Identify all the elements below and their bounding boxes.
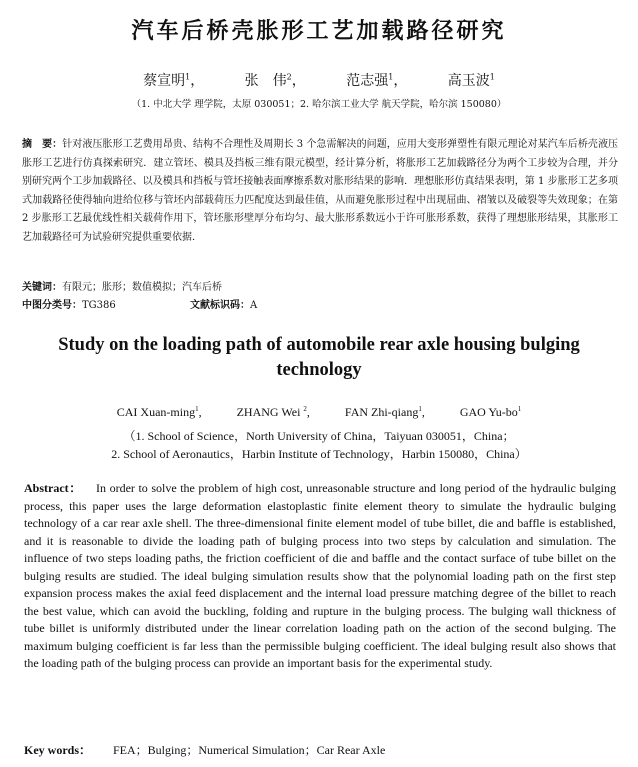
english-keywords-label: Key words： <box>24 743 91 757</box>
chinese-title: 汽车后桥壳胀形工艺加载路径研究 <box>131 19 507 44</box>
chinese-keywords <box>22 278 222 293</box>
author-4: 高玉波$^1$ <box>447 72 495 89</box>
document-code: 文献标识码：A <box>190 300 258 311</box>
english-authors <box>0 405 638 420</box>
author-1: 蔡宣明$^1$， <box>143 72 205 89</box>
en-author-4: GAO $Yu-bo^1$ <box>459 405 522 419</box>
chinese-affiliations: （1. 中北大学 理学院，太原 030051；2. 哈尔滨工业大学 航天学院，哈尔滨 150080） <box>131 99 507 110</box>
classification-number: 中图分类号：TG386 <box>22 300 116 311</box>
english-abstract-label: Abstract： <box>24 481 82 495</box>
chinese-abstract <box>22 136 618 247</box>
author-2: 张 伟$^2$， <box>244 72 306 89</box>
english-keywords <box>24 741 385 758</box>
chinese-keywords-text: 有限元；胀形；数值模拟；汽车后桥 <box>62 282 222 293</box>
english-abstract-text: In order to solve the problem of high cost, unreasonable structure and long period of the hydraulic bulging process, this paper uses the large deformation elastoplastic finite element theory to simulate the hydraulic bulging technology of a car rear axle shell. The three-dimensional finite element model of tube billet, die and baffle is established, and it is reasonable to divide the loading path of bulging process into two steps by calculation and simulation. The influence of two steps loading paths, the friction coefficient of die and baffle and the contact surface of tube billet on the bulging results are studied. The ideal bulging simulation results show that the polynomial loading path on the first step expansion process makes the axial feed displacement and the internal load pressure matching degree of the billet to reach the best value, which can avoid the buckling, folding and rupture in the bulging process. The bulging wall thickness of tube billet is uniformly distributed under the linear correlation loading path on the action of the second bulging. The maximum bulging coefficient is far less than the permissible bulging coefficient. The ideal bulging result also shows that the loading path of the bulging process can provide an important basis for the experimental study. <box>24 481 617 670</box>
english-keywords-text: FEA；Bulging；Numerical Simulation；Car Rear Axle <box>113 743 386 757</box>
english-abstract <box>24 480 616 673</box>
en-author-2: ZHANG Wei $^2$, <box>236 405 310 419</box>
chinese-authors <box>0 70 638 90</box>
author-3: 范志强$^1$， <box>346 72 408 89</box>
chinese-abstract-text: 针对液压胀形工艺费用昂贵、结构不合理性及周期长 3 个急需解决的问题，应用大变形弹塑性有限元理论对某汽车后桥壳液压胀形工艺进行仿真探索研究．建立管坯、模具及挡板三维有限元模型，经计算分析，将胀形工艺加载路径分为两个工步较为合理，并分别研究两个工步加载路径、以及模具和挡板与管坯接触表面摩擦系数对胀形结果的影响．理想胀形仿真结果表明，第 1 步胀形工艺多项式加载路径使得轴向进给位移与管坯内部载荷压力匹配度达到最佳值，从而避免胀形过程中出现屈曲、褶皱以及破裂等失效现象；在第 2 步胀形工艺最优线性相关载荷作用下，管坯胀形壁厚分布均匀、最大胀形系数远小于许可胀形系数，获得了理想胀形结果，其胀形工艺加载路径可为试验研究提供重要依据． <box>22 139 618 243</box>
chinese-abstract-label: 摘 要： <box>22 139 63 150</box>
chinese-keywords-label: 关键词： <box>22 282 62 293</box>
en-author-1: CAI Xuan-ming$^1$, <box>116 405 202 419</box>
english-affiliation-1: （1. School of Science，North University of China，Taiyuan 030051，China； <box>123 429 515 443</box>
en-author-3: FAN Zhi-qiang$^1$, <box>344 405 425 419</box>
classification-line <box>22 296 618 311</box>
english-affiliation-2: 2. School of Aeronautics，Harbin Institute of Technology，Harbin 150080，China） <box>111 447 527 461</box>
english-title: Study on the loading path of automobile rear axle housing bulging technology <box>58 335 580 380</box>
